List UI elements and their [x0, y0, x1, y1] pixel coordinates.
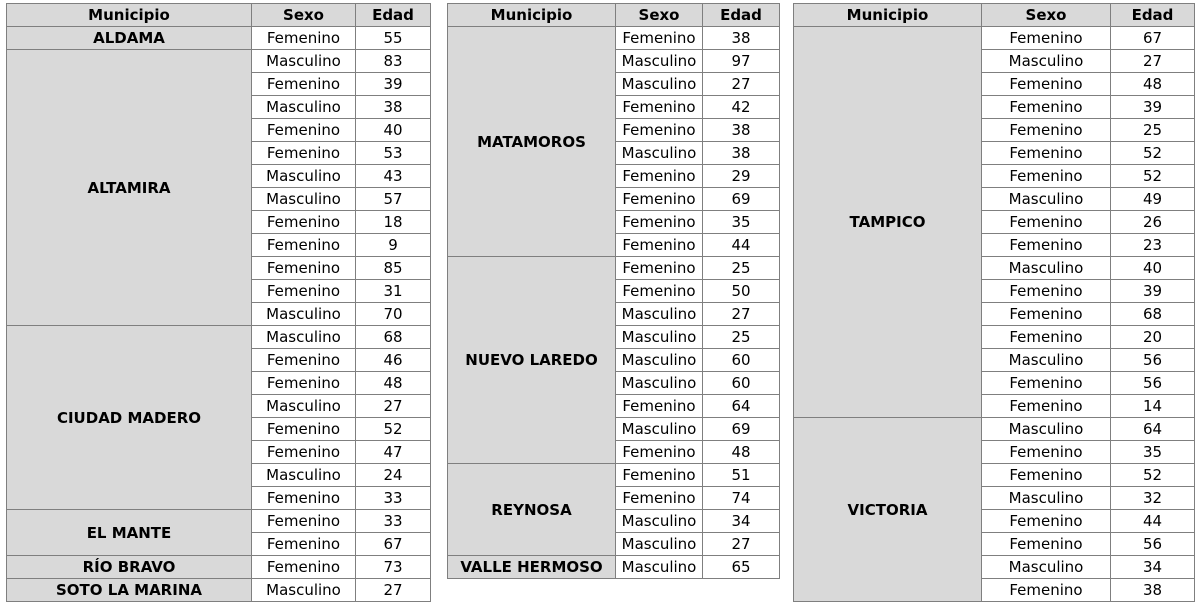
sexo-cell: Masculino	[982, 349, 1111, 372]
edad-cell: 23	[1111, 234, 1195, 257]
edad-cell: 67	[356, 533, 431, 556]
edad-cell: 18	[356, 211, 431, 234]
edad-cell: 44	[703, 234, 780, 257]
sexo-cell: Femenino	[616, 280, 703, 303]
edad-cell: 27	[703, 73, 780, 96]
header-sexo: Sexo	[982, 4, 1111, 27]
sexo-cell: Femenino	[616, 119, 703, 142]
sexo-cell: Masculino	[616, 73, 703, 96]
edad-cell: 27	[356, 579, 431, 602]
edad-cell: 42	[703, 96, 780, 119]
sexo-cell: Femenino	[982, 96, 1111, 119]
sexo-cell: Masculino	[982, 50, 1111, 73]
sexo-cell: Masculino	[982, 418, 1111, 441]
edad-cell: 48	[703, 441, 780, 464]
sexo-cell: Femenino	[252, 119, 356, 142]
sexo-cell: Femenino	[616, 165, 703, 188]
edad-cell: 33	[356, 510, 431, 533]
municipio-cell: SOTO LA MARINA	[7, 579, 252, 602]
edad-cell: 60	[703, 349, 780, 372]
sexo-cell: Femenino	[982, 165, 1111, 188]
sexo-cell: Femenino	[616, 211, 703, 234]
sexo-cell: Masculino	[982, 188, 1111, 211]
table-row	[794, 418, 1195, 441]
sexo-cell: Femenino	[982, 303, 1111, 326]
sexo-cell: Femenino	[252, 211, 356, 234]
sexo-cell: Femenino	[982, 142, 1111, 165]
edad-cell: 33	[356, 487, 431, 510]
sexo-cell: Masculino	[616, 418, 703, 441]
edad-cell: 43	[356, 165, 431, 188]
edad-cell: 67	[1111, 27, 1195, 50]
edad-cell: 50	[703, 280, 780, 303]
sexo-cell: Masculino	[616, 556, 703, 579]
sexo-cell: Femenino	[252, 142, 356, 165]
edad-cell: 40	[356, 119, 431, 142]
header-sexo: Sexo	[252, 4, 356, 27]
edad-cell: 34	[1111, 556, 1195, 579]
sexo-cell: Femenino	[616, 234, 703, 257]
sexo-cell: Femenino	[252, 510, 356, 533]
table-row	[448, 556, 780, 579]
sexo-cell: Masculino	[252, 303, 356, 326]
sexo-cell: Femenino	[982, 27, 1111, 50]
sexo-cell: Femenino	[982, 211, 1111, 234]
edad-cell: 97	[703, 50, 780, 73]
edad-cell: 40	[1111, 257, 1195, 280]
sexo-cell: Masculino	[252, 464, 356, 487]
edad-cell: 70	[356, 303, 431, 326]
sexo-cell: Masculino	[252, 165, 356, 188]
sexo-cell: Femenino	[252, 441, 356, 464]
sexo-cell: Femenino	[616, 257, 703, 280]
municipio-cell: ALDAMA	[7, 27, 252, 50]
header-municipio: Municipio	[448, 4, 616, 27]
edad-cell: 68	[1111, 303, 1195, 326]
table-row	[7, 326, 431, 349]
table-row	[7, 27, 431, 50]
sexo-cell: Masculino	[616, 326, 703, 349]
edad-cell: 48	[356, 372, 431, 395]
edad-cell: 38	[1111, 579, 1195, 602]
edad-cell: 35	[703, 211, 780, 234]
edad-cell: 68	[356, 326, 431, 349]
edad-cell: 48	[1111, 73, 1195, 96]
table-row	[448, 464, 780, 487]
municipio-cell: RÍO BRAVO	[7, 556, 252, 579]
sexo-cell: Femenino	[982, 119, 1111, 142]
edad-cell: 32	[1111, 487, 1195, 510]
edad-cell: 55	[356, 27, 431, 50]
municipio-cell: TAMPICO	[794, 27, 982, 418]
edad-cell: 69	[703, 418, 780, 441]
edad-cell: 38	[703, 142, 780, 165]
municipio-cell: CIUDAD MADERO	[7, 326, 252, 510]
sexo-cell: Femenino	[616, 464, 703, 487]
sexo-cell: Masculino	[616, 349, 703, 372]
edad-cell: 74	[703, 487, 780, 510]
sexo-cell: Femenino	[252, 487, 356, 510]
edad-cell: 34	[703, 510, 780, 533]
municipio-cell: VICTORIA	[794, 418, 982, 602]
sexo-cell: Femenino	[616, 487, 703, 510]
sexo-cell: Femenino	[982, 280, 1111, 303]
header-edad: Edad	[356, 4, 431, 27]
edad-cell: 9	[356, 234, 431, 257]
edad-cell: 38	[703, 119, 780, 142]
header-row	[448, 4, 780, 27]
edad-cell: 44	[1111, 510, 1195, 533]
municipio-cell: MATAMOROS	[448, 27, 616, 257]
sexo-cell: Femenino	[252, 234, 356, 257]
edad-cell: 20	[1111, 326, 1195, 349]
table-row	[7, 579, 431, 602]
edad-cell: 69	[703, 188, 780, 211]
sexo-cell: Femenino	[616, 96, 703, 119]
sexo-cell: Masculino	[982, 257, 1111, 280]
sexo-cell: Masculino	[616, 50, 703, 73]
sexo-cell: Femenino	[982, 395, 1111, 418]
edad-cell: 26	[1111, 211, 1195, 234]
edad-cell: 47	[356, 441, 431, 464]
sexo-cell: Femenino	[252, 372, 356, 395]
municipio-cell: NUEVO LAREDO	[448, 257, 616, 464]
sexo-cell: Femenino	[616, 188, 703, 211]
table-row	[448, 257, 780, 280]
edad-cell: 31	[356, 280, 431, 303]
sexo-cell: Femenino	[982, 372, 1111, 395]
sexo-cell: Masculino	[252, 50, 356, 73]
sexo-cell: Masculino	[616, 142, 703, 165]
edad-cell: 52	[1111, 165, 1195, 188]
edad-cell: 73	[356, 556, 431, 579]
sexo-cell: Masculino	[252, 579, 356, 602]
sexo-cell: Femenino	[252, 533, 356, 556]
data-table-2	[447, 3, 780, 579]
sexo-cell: Masculino	[982, 556, 1111, 579]
sexo-cell: Femenino	[252, 27, 356, 50]
edad-cell: 27	[356, 395, 431, 418]
edad-cell: 38	[356, 96, 431, 119]
edad-cell: 27	[703, 533, 780, 556]
edad-cell: 65	[703, 556, 780, 579]
edad-cell: 29	[703, 165, 780, 188]
edad-cell: 60	[703, 372, 780, 395]
sexo-cell: Femenino	[616, 395, 703, 418]
sexo-cell: Femenino	[252, 418, 356, 441]
sexo-cell: Femenino	[982, 73, 1111, 96]
sexo-cell: Femenino	[252, 280, 356, 303]
edad-cell: 14	[1111, 395, 1195, 418]
edad-cell: 85	[356, 257, 431, 280]
header-municipio: Municipio	[7, 4, 252, 27]
table-row	[7, 50, 431, 73]
edad-cell: 39	[1111, 96, 1195, 119]
edad-cell: 52	[356, 418, 431, 441]
edad-cell: 39	[356, 73, 431, 96]
edad-cell: 64	[1111, 418, 1195, 441]
edad-cell: 27	[1111, 50, 1195, 73]
edad-cell: 35	[1111, 441, 1195, 464]
sexo-cell: Masculino	[616, 372, 703, 395]
edad-cell: 57	[356, 188, 431, 211]
edad-cell: 38	[703, 27, 780, 50]
table-row	[794, 27, 1195, 50]
header-municipio: Municipio	[794, 4, 982, 27]
header-edad: Edad	[703, 4, 780, 27]
sexo-cell: Femenino	[616, 27, 703, 50]
edad-cell: 24	[356, 464, 431, 487]
sexo-cell: Femenino	[252, 257, 356, 280]
sexo-cell: Femenino	[982, 234, 1111, 257]
edad-cell: 39	[1111, 280, 1195, 303]
sexo-cell: Masculino	[252, 395, 356, 418]
edad-cell: 56	[1111, 533, 1195, 556]
edad-cell: 25	[703, 326, 780, 349]
sexo-cell: Femenino	[616, 441, 703, 464]
sexo-cell: Femenino	[982, 533, 1111, 556]
sexo-cell: Femenino	[252, 349, 356, 372]
sexo-cell: Femenino	[982, 464, 1111, 487]
table-row	[7, 556, 431, 579]
sexo-cell: Femenino	[982, 510, 1111, 533]
data-table-3	[793, 3, 1195, 602]
edad-cell: 51	[703, 464, 780, 487]
header-sexo: Sexo	[616, 4, 703, 27]
edad-cell: 56	[1111, 372, 1195, 395]
edad-cell: 64	[703, 395, 780, 418]
sexo-cell: Femenino	[982, 579, 1111, 602]
edad-cell: 27	[703, 303, 780, 326]
edad-cell: 52	[1111, 142, 1195, 165]
edad-cell: 25	[703, 257, 780, 280]
edad-cell: 53	[356, 142, 431, 165]
table-row	[7, 510, 431, 533]
sexo-cell: Femenino	[982, 326, 1111, 349]
municipio-cell: VALLE HERMOSO	[448, 556, 616, 579]
edad-cell: 46	[356, 349, 431, 372]
edad-cell: 25	[1111, 119, 1195, 142]
sexo-cell: Masculino	[616, 510, 703, 533]
sexo-cell: Masculino	[252, 96, 356, 119]
sexo-cell: Masculino	[982, 487, 1111, 510]
sexo-cell: Femenino	[252, 556, 356, 579]
edad-cell: 49	[1111, 188, 1195, 211]
edad-cell: 56	[1111, 349, 1195, 372]
municipio-cell: REYNOSA	[448, 464, 616, 556]
header-row	[794, 4, 1195, 27]
sexo-cell: Masculino	[616, 303, 703, 326]
header-row	[7, 4, 431, 27]
municipio-cell: EL MANTE	[7, 510, 252, 556]
data-table-1	[6, 3, 431, 602]
sexo-cell: Femenino	[252, 73, 356, 96]
municipio-cell: ALTAMIRA	[7, 50, 252, 326]
header-edad: Edad	[1111, 4, 1195, 27]
edad-cell: 83	[356, 50, 431, 73]
sexo-cell: Masculino	[616, 533, 703, 556]
table-row	[448, 27, 780, 50]
sexo-cell: Femenino	[982, 441, 1111, 464]
edad-cell: 52	[1111, 464, 1195, 487]
sexo-cell: Masculino	[252, 188, 356, 211]
sexo-cell: Masculino	[252, 326, 356, 349]
